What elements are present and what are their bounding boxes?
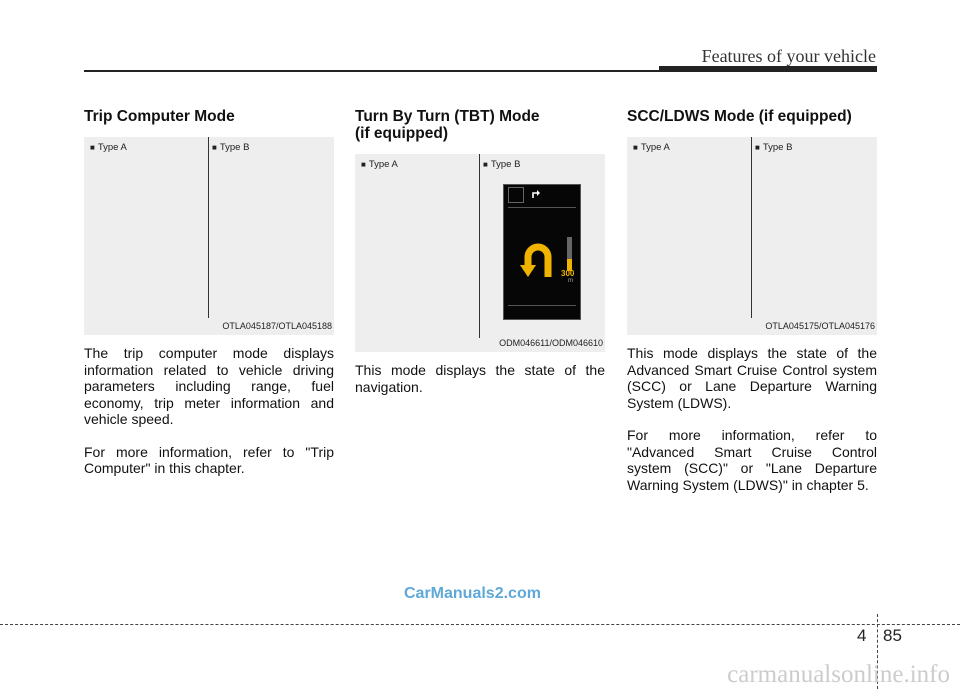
section-heading — [355, 108, 605, 142]
tbt-distance-unit: m — [568, 278, 573, 284]
watermark-link[interactable]: CarManuals2.com — [404, 585, 541, 602]
type-b-label — [755, 142, 792, 153]
type-a-label — [633, 142, 670, 153]
square-bullet-icon: ■ — [755, 143, 760, 152]
type-b-text: Type B — [490, 159, 521, 170]
square-bullet-icon: ■ — [483, 160, 488, 169]
figure-scc-ldws — [627, 137, 877, 335]
type-b-text: Type B — [762, 142, 793, 153]
tbt-display — [503, 184, 581, 320]
header-rule — [84, 70, 659, 72]
chapter-number: 4 — [857, 626, 867, 645]
type-b-text: Type B — [219, 142, 250, 153]
figure-divider — [479, 154, 480, 338]
figure-code: OTLA045175/OTLA045176 — [765, 321, 875, 331]
square-bullet-icon: ■ — [633, 143, 638, 152]
tbt-separator — [508, 207, 576, 208]
header-rule-thick — [659, 66, 877, 72]
type-a-text: Type A — [97, 142, 127, 153]
body-paragraph: For more information, refer to "Advanced Smart Cruise Control system (SCC)" or "Lane Departure Warning System (LDWS)" in chapter 5. — [627, 427, 877, 493]
figure-divider — [751, 137, 752, 318]
heading-line-2: (if equipped) — [355, 125, 448, 142]
type-a-text: Type A — [640, 142, 670, 153]
section-trip-computer — [84, 108, 334, 477]
type-a-text: Type A — [368, 159, 398, 170]
figure-code: OTLA045187/OTLA045188 — [222, 321, 332, 331]
body-paragraph: For more information, refer to "Trip Computer" in this chapter. — [84, 443, 334, 476]
watermark-site: carmanualsonline.info — [727, 661, 950, 688]
figure-divider — [208, 137, 209, 318]
page-number: 85 — [883, 626, 902, 645]
tbt-distance: 300 — [561, 269, 575, 278]
tbt-separator — [508, 305, 576, 306]
section-scc-ldws — [627, 108, 877, 493]
section-tbt — [355, 108, 605, 395]
section-heading: Trip Computer Mode — [84, 108, 235, 125]
section-heading: SCC/LDWS Mode (if equipped) — [627, 108, 852, 125]
distance-bar — [567, 237, 572, 271]
figure-trip-computer — [84, 137, 334, 335]
square-bullet-icon: ■ — [361, 160, 366, 169]
type-b-label — [483, 159, 520, 170]
running-header: Features of your vehicle — [701, 46, 876, 66]
turn-right-arrow-icon — [530, 187, 542, 199]
heading-line-1: Turn By Turn (TBT) Mode — [355, 108, 540, 125]
body-paragraph: This mode displays the state of the Advanced Smart Cruise Control system (SCC) or Lane Departure Warning System (LDWS). — [627, 345, 877, 411]
tbt-indicator-box — [508, 187, 524, 203]
u-turn-arrow-icon — [518, 241, 562, 281]
type-b-label — [212, 142, 249, 153]
type-a-label — [361, 159, 398, 170]
body-paragraph: The trip computer mode displays information related to vehicle driving parameters including range, fuel economy, trip meter information and vehicle speed. — [84, 345, 334, 427]
type-a-label — [90, 142, 127, 153]
footer-rule — [0, 624, 960, 625]
square-bullet-icon: ■ — [90, 143, 95, 152]
body-paragraph: This mode displays the state of the navigation. — [355, 362, 605, 395]
figure-code: ODM046611/ODM046610 — [499, 338, 603, 348]
square-bullet-icon: ■ — [212, 143, 217, 152]
figure-tbt — [355, 154, 605, 352]
